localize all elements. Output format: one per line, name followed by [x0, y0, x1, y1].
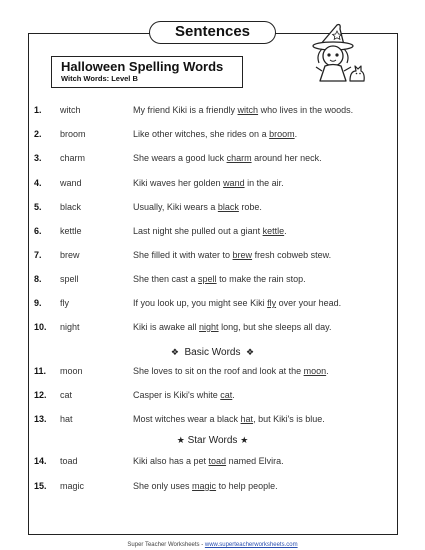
highlighted-word: toad — [208, 456, 227, 466]
spelling-word: toad — [60, 456, 78, 466]
example-sentence: She filled it with water to brew fresh cobweb stew. — [133, 250, 332, 260]
word-row — [0, 103, 425, 117]
highlighted-word: spell — [198, 274, 217, 284]
footer-separator: - — [199, 542, 205, 548]
example-sentence: My friend Kiki is a friendly witch who lives in the woods. — [133, 105, 354, 115]
word-number: 15. — [34, 481, 47, 491]
star-words-label: Star Words — [187, 435, 238, 446]
word-number: 3. — [34, 153, 42, 163]
word-row — [0, 200, 425, 214]
spelling-word: night — [60, 322, 80, 332]
highlighted-word: wand — [223, 178, 245, 188]
example-sentence: Kiki waves her golden wand in the air. — [133, 178, 284, 188]
spelling-word: charm — [60, 153, 86, 163]
diamond-icon: ❖ — [170, 347, 179, 357]
spelling-word: magic — [60, 481, 85, 491]
star-icon: ★ — [240, 435, 249, 445]
highlighted-word: magic — [192, 481, 217, 491]
spelling-word: black — [60, 202, 82, 212]
word-number: 11. — [34, 366, 47, 376]
word-row — [0, 151, 425, 165]
example-sentence: If you look up, you might see Kiki fly over your head. — [133, 298, 342, 308]
example-sentence: Usually, Kiki wears a black robe. — [133, 202, 262, 212]
word-row — [0, 248, 425, 262]
word-number: 14. — [34, 456, 47, 466]
footer-link[interactable]: www.superteacherworksheets.com — [204, 542, 298, 548]
star-icon: ★ — [176, 435, 185, 445]
word-number: 6. — [34, 226, 42, 236]
example-sentence: Most witches wear a black hat, but Kiki's is blue. — [133, 414, 325, 424]
word-number: 9. — [34, 298, 42, 308]
highlighted-word: brew — [232, 250, 253, 260]
title-box — [51, 56, 243, 88]
highlighted-word: fly — [267, 298, 277, 308]
word-number: 7. — [34, 250, 42, 260]
word-row — [0, 364, 425, 378]
highlighted-word: hat — [240, 414, 254, 424]
highlighted-word: cat — [220, 390, 233, 400]
highlighted-word: charm — [226, 153, 252, 163]
word-row — [0, 320, 425, 334]
diamond-icon: ❖ — [246, 347, 255, 357]
star-words-heading — [0, 433, 425, 448]
spelling-word: hat — [60, 414, 73, 424]
spelling-word: wand — [60, 178, 82, 188]
highlighted-word: night — [199, 322, 219, 332]
word-number: 2. — [34, 129, 42, 139]
example-sentence: Like other witches, she rides on a broom. — [133, 129, 298, 139]
word-row — [0, 296, 425, 310]
worksheet-title: Halloween Spelling Words — [61, 59, 224, 74]
highlighted-word: black — [217, 202, 239, 212]
spelling-word: brew — [60, 250, 80, 260]
basic-words-label: Basic Words — [184, 347, 241, 358]
word-row — [0, 127, 425, 141]
word-row — [0, 224, 425, 238]
spelling-word: cat — [60, 390, 73, 400]
spelling-word: fly — [60, 298, 69, 308]
sentences-badge: Sentences — [149, 21, 276, 44]
spelling-word: moon — [60, 366, 83, 376]
word-number: 12. — [34, 390, 47, 400]
highlighted-word: broom — [269, 129, 295, 139]
word-number: 1. — [34, 105, 42, 115]
basic-words-heading — [0, 345, 425, 360]
word-number: 10. — [34, 322, 47, 332]
highlighted-word: witch — [237, 105, 259, 115]
spelling-word: broom — [60, 129, 86, 139]
witch-girl-with-cat-icon — [310, 23, 366, 85]
spelling-word: spell — [60, 274, 79, 284]
footer — [0, 541, 425, 549]
word-row — [0, 176, 425, 190]
highlighted-word: moon — [303, 366, 327, 376]
word-row — [0, 454, 425, 468]
example-sentence: Kiki is awake all night long, but she sleeps all day. — [133, 322, 332, 332]
word-number: 5. — [34, 202, 42, 212]
word-row — [0, 412, 425, 426]
spelling-word: kettle — [60, 226, 82, 236]
word-number: 13. — [34, 414, 47, 424]
example-sentence: She loves to sit on the roof and look at the moon. — [133, 366, 329, 376]
word-row — [0, 479, 425, 493]
word-row — [0, 388, 425, 402]
worksheet-subtitle: Witch Words: Level B — [61, 74, 138, 83]
word-number: 8. — [34, 274, 42, 284]
example-sentence: Casper is Kiki's white cat. — [133, 390, 235, 400]
footer-brand: Super Teacher Worksheets — [127, 542, 200, 548]
highlighted-word: kettle — [262, 226, 285, 236]
word-row — [0, 272, 425, 286]
word-number: 4. — [34, 178, 42, 188]
example-sentence: Last night she pulled out a giant kettle. — [133, 226, 287, 236]
example-sentence: She then cast a spell to make the rain stop. — [133, 274, 306, 284]
spelling-word: witch — [60, 105, 81, 115]
example-sentence: Kiki also has a pet toad named Elvira. — [133, 456, 284, 466]
example-sentence: She wears a good luck charm around her neck. — [133, 153, 322, 163]
example-sentence: She only uses magic to help people. — [133, 481, 278, 491]
